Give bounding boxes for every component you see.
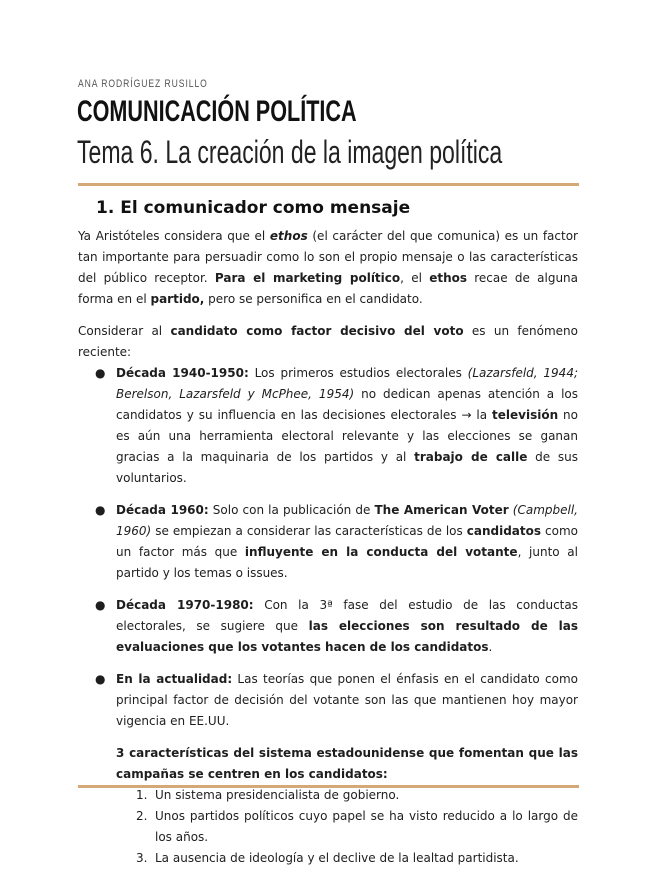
intro-marketing-term: Para el marketing político bbox=[214, 271, 401, 285]
period-citation: (Lazarsfeld, 1944; Berelson, Lazarsfeld y McPhee, 1954) bbox=[116, 366, 578, 401]
period-text: no es aún una herramienta electoral relevante y las elecciones se ganan gracias a la maquinaria de los partidos y al bbox=[116, 408, 579, 464]
features-heading: 3 características del sistema estadounidense que fomentan que las campañas se centren en los candidatos: bbox=[116, 746, 578, 781]
item-text: Un sistema presidencialista de gobierno. bbox=[155, 788, 400, 802]
body-content bbox=[78, 226, 578, 869]
period-text: . bbox=[488, 640, 493, 654]
period-text: de sus voluntarios. bbox=[116, 450, 578, 485]
period-label: Década 1940-1950: bbox=[116, 366, 249, 380]
item-number: 3. bbox=[136, 851, 148, 865]
item-number: 2. bbox=[136, 809, 148, 823]
list-item bbox=[116, 806, 578, 848]
intro-paragraph bbox=[78, 226, 578, 310]
consider-text-1: Considerar al bbox=[78, 324, 171, 338]
list-item bbox=[78, 500, 578, 584]
course-title: COMUNICACIÓN POLÍTICA bbox=[77, 95, 357, 128]
author-name: ANA RODRÍGUEZ RUSILLO bbox=[78, 78, 208, 90]
bullet-icon: ● bbox=[95, 503, 106, 517]
list-item bbox=[78, 595, 578, 658]
period-label: Década 1960: bbox=[116, 503, 209, 517]
periods-list bbox=[78, 363, 578, 869]
period-text: Solo con la publicación de bbox=[208, 503, 375, 517]
intro-partido-term: partido, bbox=[150, 292, 205, 306]
period-bold-term: trabajo de calle bbox=[414, 450, 528, 464]
period-bold-term: televisión bbox=[492, 408, 559, 422]
list-item bbox=[116, 848, 578, 869]
consider-bold-term: candidato como factor decisivo del voto bbox=[170, 324, 464, 338]
period-text: Las teorías que ponen el énfasis en el candidato como principal factor de decisión del votante son las que mantienen hoy mayor vigencia en EE.UU. bbox=[116, 672, 579, 728]
bullet-icon: ● bbox=[95, 366, 106, 380]
intro-text-5: pero se personifica en el candidato. bbox=[204, 292, 423, 306]
consider-paragraph bbox=[78, 321, 578, 363]
list-item bbox=[78, 669, 578, 869]
period-text: Los primeros estudios electorales bbox=[248, 366, 468, 380]
period-text: Con la 3ª fase del estudio de las conductas electorales, se sugiere que bbox=[116, 598, 578, 633]
item-number: 1. bbox=[136, 788, 148, 802]
period-bold-term: The American Voter bbox=[374, 503, 509, 517]
bullet-icon: ● bbox=[95, 598, 106, 612]
bullet-icon: ● bbox=[95, 672, 106, 686]
item-text: Unos partidos políticos cuyo papel se ha visto reducido a lo largo de los años. bbox=[155, 809, 578, 844]
list-item bbox=[78, 363, 578, 489]
consider-text-2: es un fenómeno reciente: bbox=[78, 324, 578, 359]
period-label: En la actualidad: bbox=[116, 672, 233, 686]
top-divider bbox=[78, 183, 579, 186]
item-text: La ausencia de ideología y el declive de la lealtad partidista. bbox=[155, 851, 519, 865]
period-text: no dedican apenas atención a los candidatos y su influencia en las decisiones electorales → la bbox=[116, 387, 578, 422]
section-heading: 1. El comunicador como mensaje bbox=[96, 198, 411, 218]
intro-text-4: recae de alguna forma en el bbox=[78, 271, 579, 306]
features-list bbox=[116, 785, 578, 869]
period-bold-term: candidatos bbox=[466, 524, 542, 538]
period-text: se empiezan a considerar las características de los bbox=[151, 524, 467, 538]
period-text: como un factor más que bbox=[116, 524, 578, 559]
list-item bbox=[116, 785, 578, 806]
intro-ethos-term-2: ethos bbox=[429, 271, 467, 285]
intro-ethos-term: ethos bbox=[269, 229, 308, 243]
topic-title: Tema 6. La creación de la imagen política bbox=[77, 134, 503, 170]
period-bold-term: las elecciones son resultado de las evaluaciones que los votantes hacen de los candidatos bbox=[116, 619, 578, 654]
period-bold-term: influyente en la conducta del votante bbox=[244, 545, 518, 559]
intro-text-1: Ya Aristóteles considera que el bbox=[78, 229, 270, 243]
bottom-divider bbox=[78, 785, 579, 788]
period-citation: (Campbell, 1960) bbox=[116, 503, 578, 538]
intro-text-3: , el bbox=[400, 271, 430, 285]
period-text: , junto al partido y los temas o issues. bbox=[116, 545, 578, 580]
period-label: Década 1970-1980: bbox=[116, 598, 254, 612]
intro-text-2: (el carácter del que comunica) es un factor tan importante para persuadir como lo son el propio mensaje o las características del público receptor. bbox=[78, 229, 578, 285]
